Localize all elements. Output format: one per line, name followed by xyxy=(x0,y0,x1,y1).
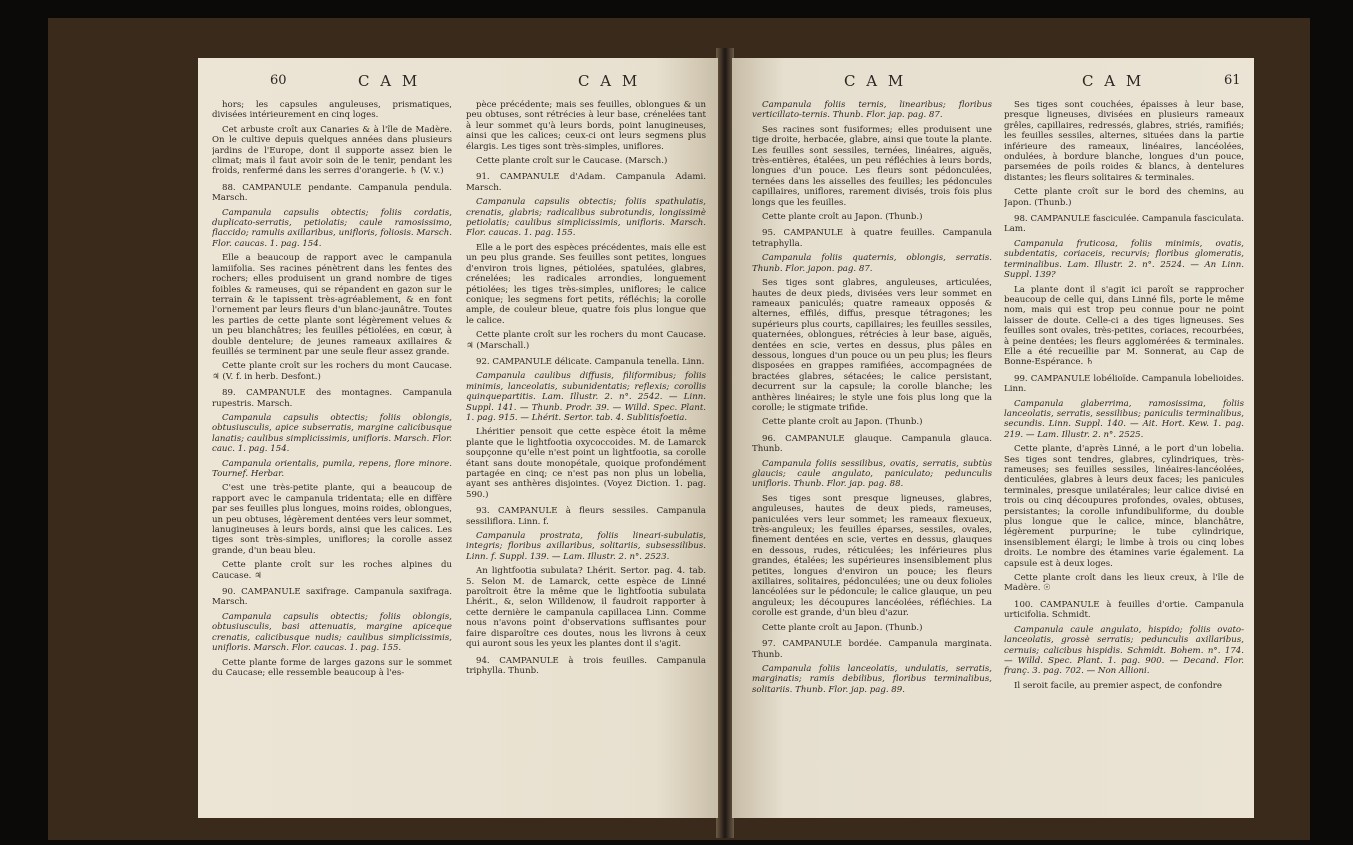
paragraph: Campanula foliis lanceolatis, undulatis, serratis, marginatis; ramis debilibus, floribus terminalibus, solitariis. Thunb. Flor. jap. pag. 89. xyxy=(752,663,992,695)
paragraph: 89. CAMPANULE des montagnes. Campanula rupestris. Marsch. xyxy=(212,388,452,409)
paragraph: Campanula prostrata, foliis lineari-subulatis, integris; floribus axillaribus, solitariis, subsessilibus. Linn. f. Suppl. 139. — Lam. Illustr. 2. n°. 2523. xyxy=(466,531,706,562)
paragraph: Ses racines sont fusiformes; elles produisent une tige droite, herbacée, glabre, ainsi que toute la plante. Les feuilles sont sessiles, ternées, linéaires, aiguës, très-entières, étalées, un peu réfléchies à leurs bords, longues d'un pouce. Les fleurs sont pédonculées, ternées dans les aisselles des feuilles; les pédoncules capillaires, uniflores, rarement divisés, trois fois plus longs que les feuilles. xyxy=(752,124,992,208)
paragraph: 99. CAMPANULE lobélioïde. Campanula lobelioides. Linn. xyxy=(1004,373,1244,395)
paragraph: Campanula glaberrima, ramosissima, foliis lanceolatis, serratis, sessilibus; paniculis terminalibus, secundis. Linn. Suppl. 140. — Ait. Hort. Kew. 1. pag. 219. — Lam. Illustr. 2. n°. 2525. xyxy=(1004,398,1244,440)
paragraph: 100. CAMPANULE à feuilles d'ortie. Campanula urticifolia. Schmidt. xyxy=(1004,599,1244,621)
paragraph: 94. CAMPANULE à trois feuilles. Campanula triphylla. Thunb. xyxy=(466,655,706,676)
left-column-1 xyxy=(212,100,452,812)
paragraph: hors; les capsules anguleuses, prismatiques, divisées intérieurement en cinq loges. xyxy=(212,100,452,121)
paragraph: Campanula capsulis obtectis; foliis oblongis, obtusiusculis, basi attenuatis, margine apiceque crenatis, calicibusque nudis; caulibus simplicissimis, unifloris. Marsch. Flor. caucas. 1. pag. 155. xyxy=(212,611,452,654)
paragraph: Campanula capsulis obtectis; foliis oblongis, obtusiusculis, apice subserratis, margine calicibusque lanatis; caulibus simplicissimis, unifloris. Marsch. Flor. cauc. 1. pag. 154. xyxy=(212,412,452,455)
paragraph: Elle a beaucoup de rapport avec le campanula lamiifolia. Ses racines pénètrent dans les fentes des rochers; elles produisent un grand nombre de tiges foibles & rameuses, qui se répandent en gazon sur le terrain & le tapissent très-agréablement, & en font l'ornement par leurs fleurs d'un blanc-jaunâtre. Toutes les parties de cette plante sont légèrement velues & un peu blanchâtres; les feuilles pétiolées, en cœur, à double dentelure; de jeunes rameaux axillaires & feuillés se terminent par une seule fleur assez grande. xyxy=(212,253,452,357)
paragraph: Cette plante croît au Japon. (Thunb.) xyxy=(762,622,923,633)
right-running-title-1: C A M xyxy=(844,72,907,90)
left-page xyxy=(198,58,718,818)
paragraph: Campanula foliis ternis, linearibus; floribus verticillato-ternis. Thunb. Flor. jap. pag. 87. xyxy=(752,100,992,121)
left-page-header xyxy=(198,70,718,92)
left-running-title-1: C A M xyxy=(358,72,421,90)
left-running-title-2: C A M xyxy=(578,72,641,90)
right-column-2 xyxy=(1004,100,1244,812)
paragraph: Cette plante croît sur les rochers du mont Caucase. ♃ (V. f. in herb. Desfont.) xyxy=(212,361,452,382)
paragraph: Campanula foliis sessilibus, ovatis, serratis, subtùs glaucis; caule angulato, paniculato; pedunculis unifloris. Thunb. Flor. jap. pag. 88. xyxy=(752,458,992,490)
paragraph: La plante dont il s'agit ici paroît se rapprocher beaucoup de celle qui, dans Linné fils, porte le même nom, mais qui est trop peu connue pour ne point laisser de doute. Celle-ci a des tiges ligneuses. Ses feuilles sont ovales, très-petites, coriaces, recourbées, à peine dentées; les fleurs agglomérées & terminales. Elle a été recueillie par M. Sonnerat, au Cap de Bonne-Espérance. ♄ xyxy=(1004,284,1244,368)
right-page xyxy=(732,58,1254,818)
paragraph: Ses tiges sont presque ligneuses, glabres, anguleuses, hautes de deux pieds, rameuses, paniculées vers leur sommet; les rameaux flexueux, très-anguleux; les feuilles éparses, sessiles, ovales, finement dentées en scie, vertes en dessus, glauques en dessous, rudes, réticulées; les inférieures plus grandes, étalées; les supérieures insensiblement plus petites, longues d'environ un pouce; les fleurs axillaires, solitaires, pédonculées; une ou deux folioles lancéolées sur le pédoncule; le calice glauque, un peu anguleux; les découpures lancéolées, réfléchies. La corolle est grande, d'un bleu d'azur. xyxy=(752,493,992,619)
paragraph: Campanula caule angulato, hispido; foliis ovato-lanceolatis, grossè serratis; pedunculis axillaribus, cernuis; calicibus hispidis. Schmidt. Bohem. n°. 174. — Willd. Spec. Plant. 1. pag. 900. — Decand. Flor. franç. 3. pag. 702. — Non Allioni. xyxy=(1004,624,1244,677)
paragraph: Ses tiges sont glabres, anguleuses, articulées, hautes de deux pieds, divisées vers leur sommet en rameaux paniculés; quatre rameaux opposés & alternes, effilés, diffus, presque tétragones; les supérieurs plus courts, capillaires; les feuilles sessiles, quaternées, oblongues, rétrécies à leur base, aiguës, dentées en scie, vertes en dessus, plus pâles en dessous, longues d'un pouce ou un peu plus; les fleurs disposées en grappes ramifiées, accompagnées de bractées glabres, sétacées; le calice persistant, decurrent sur la capsule; la corolle blanche; les anthères linéaires; le style une fois plus long que la corolle; le stigmate trifide. xyxy=(752,278,992,413)
paragraph: Cet arbuste croît aux Canaries & à l'île de Madère. On le cultive depuis quelques années dans plusieurs jardins de l'Europe, dont il supporte assez bien le climat; mais il faut avoir soin de le tenir, pendant les froids, renfermé dans les serres d'orangerie. ♄ (V. v.) xyxy=(212,124,452,177)
paragraph: 97. CAMPANULE bordée. Campanula marginata. Thunb. xyxy=(752,639,992,660)
paragraph: Cette plante forme de larges gazons sur le sommet du Caucase; elle ressemble beaucoup à l'es- xyxy=(212,657,452,678)
paragraph: Campanula fruticosa, foliis minimis, ovatis, subdentatis, coriaceis, recurvis; floribus glomeratis, terminalibus. Lam. Illustr. 2. n°. 2524. — An Linn. Suppl. 139? xyxy=(1004,238,1244,281)
paragraph: An lightfootia subulata? Lhérit. Sertor. pag. 4. tab. 5. Selon M. de Lamarck, cette espèce de Linné paroîtroit être la même que le lightfootia subulata Lhérit., &, selon Willdenow, il faudroit rapporter à cette dernière le campanula capillacea Linn. Comme nous n'avons point d'observations suffisantes pour faire disparoître ces doutes, nous les livrons à ceux qui auront sous les yeux les plantes dont il s'agit. xyxy=(466,566,706,650)
paragraph: Campanula capsulis obtectis; foliis spathulatis, crenatis, glabris; radicalibus subrotundis, longissimè petiolatis; caulibus simplicissimis, unifloris. Marsch. Flor. caucas. 1. pag. 155. xyxy=(466,197,706,239)
paragraph: 96. CAMPANULE glauque. Campanula glauca. Thunb. xyxy=(752,433,992,455)
paragraph: Campanula capsulis obtectis; foliis cordatis, duplicato-serratis, petiolatis; caule ramosissimo, flaccido; ramulis axillaribus, unifloris, foliosis. Marsch. Flor. caucas. 1. pag. 154. xyxy=(212,207,452,249)
paragraph: Cette plante, d'après Linné, a le port d'un lobelia. Ses tiges sont tendres, glabres, cylindriques, très-rameuses; ses feuilles sessiles, linéaires-lancéolées, denticulées, glabres à leurs deux faces; les panicules terminales, presque unilatérales; leur calice divisé en trois ou cinq découpures profondes, ovales, obtuses, persistantes; la corolle infundibuliforme, du double plus longue que le calice, mince, blanchâtre, légèrement purpurine; le tube cylindrique, insensiblement élargi; le limbe à trois ou cinq lobes droits. Le nombre des étamines varie également. La capsule est à deux loges. xyxy=(1004,444,1244,569)
paragraph: 91. CAMPANULE d'Adam. Campanula Adami. Marsch. xyxy=(466,172,706,193)
right-page-header xyxy=(732,70,1254,92)
paragraph: Cette plante croît sur les roches alpines du Caucase. ♃ xyxy=(212,560,452,581)
paragraph: Cette plante croît sur le bord des chemins, au Japon. (Thunb.) xyxy=(1004,187,1244,208)
paragraph: Cette plante croît sur le Caucase. (Marsch.) xyxy=(476,156,668,167)
paragraph: Ses tiges sont couchées, épaisses à leur base, presque ligneuses, divisées en plusieurs rameaux grêles, capillaires, redressés, glabres, striés, ramifiés; les feuilles sessiles, alternes, situées dans la partie inférieure des rameaux, linéaires, lancéolées, ondulées, à bordure blanche, longues d'un pouce, parsemées de poils roides & blancs, à dentelures distantes; les fleurs solitaires & terminales. xyxy=(1004,100,1244,183)
paragraph: 90. CAMPANULE saxifrage. Campanula saxifraga. Marsch. xyxy=(212,587,452,608)
paragraph: Elle a le port des espèces précédentes, mais elle est un peu plus grande. Ses feuilles sont petites, longues d'environ trois lignes, pétiolées, spatulées, glabres, crénelées; les radicales arrondies, longuement pétiolées; les tiges très-simples, uniflores; le calice conique; les segmens fort petits, réfléchis; la corolle ample, de couleur bleue, quatre fois plus longue que le calice. xyxy=(466,242,706,326)
right-page-number: 61 xyxy=(1224,73,1241,88)
paragraph: Lhéritier pensoit que cette espèce étoit la même plante que le lightfootia oxycoccoides. M. de Lamarck soupçonne qu'elle n'est point un lightfootia, sa corolle étant sans doute monopétale, quoique profondément partagée en cinq; ce n'est pas non plus un lobelia, ayant ses anthères disjointes. (Voyez Diction. 1. pag. 590.) xyxy=(466,427,706,500)
paragraph: Cette plante croît sur les rochers du mont Caucase. ♃ (Marschall.) xyxy=(466,330,706,351)
right-column-1 xyxy=(752,100,992,812)
book-spread xyxy=(48,18,1310,840)
paragraph: 98. CAMPANULE fasciculée. Campanula fasciculata. Lam. xyxy=(1004,214,1244,235)
paragraph: Il seroit facile, au premier aspect, de confondre xyxy=(1014,680,1222,691)
left-page-number: 60 xyxy=(270,73,287,88)
paragraph: 92. CAMPANULE délicate. Campanula tenella. Linn. xyxy=(476,356,705,367)
paragraph: 88. CAMPANULE pendante. Campanula pendula. Marsch. xyxy=(212,182,452,204)
paragraph: pèce précédente; mais ses feuilles, oblongues & un peu obtuses, sont rétrécies à leur base, crénelées tant à leur sommet qu'à leurs bords, point lanugineuses, ainsi que les calices; ceux-ci ont leurs segmens plus élargis. Les tiges sont très-simples, uniflores. xyxy=(466,100,706,152)
right-running-title-2: C A M xyxy=(1082,72,1145,90)
paragraph: 95. CAMPANULE à quatre feuilles. Campanula tetraphylla. xyxy=(752,228,992,249)
left-column-2 xyxy=(466,100,706,812)
paragraph: Cette plante croît dans les lieux creux, à l'île de Madère. ☉ xyxy=(1004,573,1244,594)
paragraph: Cette plante croît au Japon. (Thunb.) xyxy=(762,417,923,428)
paragraph: Campanula caulibus diffusis, filiformibus; foliis minimis, lanceolatis, subunidentatis; reflexis; corollis quinquepartitis. Lam. Illustr. 2. n°. 2542. — Linn. Suppl. 141. — Thunb. Prodr. 39. — Willd. Spec. Plant. 1. pag. 915. — Lhérit. Sertor. tab. 4. Sublitisfoetia. xyxy=(466,371,706,423)
paragraph: C'est une très-petite plante, qui a beaucoup de rapport avec le campanula tridentata; elle en diffère par ses feuilles plus longues, moins roides, oblongues, un peu obtuses, légèrement dentées vers leur sommet, lanugineuses à leurs bords, ainsi que les calices. Les tiges sont très-simples, uniflores; la corolle assez grande, d'un beau bleu. xyxy=(212,483,452,556)
paragraph: Campanula orientalis, pumila, repens, flore minore. Tournef. Herbar. xyxy=(212,458,452,479)
paragraph: 93. CAMPANULE à fleurs sessiles. Campanula sessiliflora. Linn. f. xyxy=(466,506,706,527)
paragraph: Cette plante croît au Japon. (Thunb.) xyxy=(762,212,923,223)
paragraph: Campanula foliis quaternis, oblongis, serratis. Thunb. Flor. japon. pag. 87. xyxy=(752,253,992,274)
